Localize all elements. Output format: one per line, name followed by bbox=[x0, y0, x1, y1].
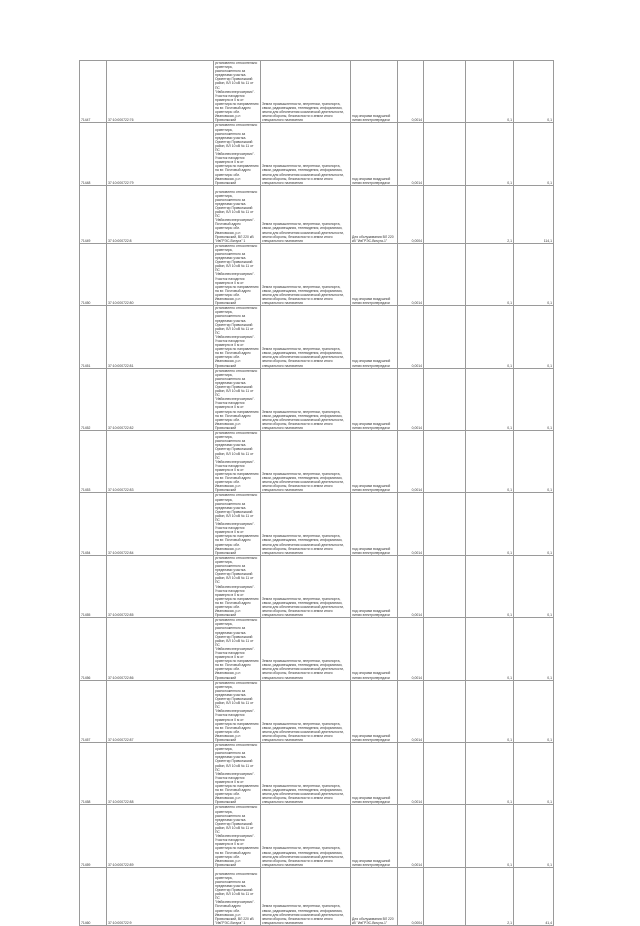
plot-area: 0,0014 bbox=[398, 555, 424, 617]
cadastral-number: 37:10:000722:83 bbox=[107, 431, 214, 493]
plot-area: 0,0014 bbox=[398, 123, 424, 185]
tax-rate: 0,1 bbox=[466, 743, 514, 805]
cadastral-number: 37:10:000722:84 bbox=[107, 493, 214, 555]
empty-cell bbox=[424, 867, 466, 925]
plot-area: 0,0014 bbox=[398, 431, 424, 493]
tax-rate: 0,1 bbox=[466, 61, 514, 123]
empty-cell bbox=[424, 431, 466, 493]
tax-rate: 0,1 bbox=[466, 618, 514, 680]
plot-area: 0,0014 bbox=[398, 680, 424, 742]
row-number: 71459 bbox=[80, 805, 107, 867]
land-category: Земли промышленности, энергетики, транспорта, связи, радиовещания, телевидения, информатики, земли для обеспечения космической деятельности, земли обороны, безопасности и земли иного специального назначения bbox=[261, 243, 351, 305]
permitted-use: под опорами воздушной линии электропередачи bbox=[351, 431, 398, 493]
tax-rate: 0,1 bbox=[466, 306, 514, 368]
row-number: 71452 bbox=[80, 368, 107, 430]
land-category: Земли промышленности, энергетики, транспорта, связи, радиовещания, телевидения, информатики, земли для обеспечения космической деятельности, земли обороны, безопасности и земли иного специального назначения bbox=[261, 867, 351, 925]
row-number: 71451 bbox=[80, 306, 107, 368]
cadastral-number: 37:10:000722:9 bbox=[107, 867, 214, 925]
location-description: установлено относительно ориентира, расположенного за пределами участка. Ориентир Приволжский район, ВЛ 10 кВ № 11 от ПС "Ивбизнесэнергосервис". Участок находится примерно в 0 м от ориентира по направлению на юг. Почтовый адрес ориентира: обл. Ивановская, р-н Приволжский bbox=[215, 805, 259, 867]
land-category: Земли промышленности, энергетики, транспорта, связи, радиовещания, телевидения, информатики, земли для обеспечения космической деятельности, земли обороны, безопасности и земли иного специального назначения bbox=[261, 61, 351, 123]
permitted-use: под опорами воздушной линии электропередачи bbox=[351, 368, 398, 430]
table-row bbox=[80, 867, 554, 925]
row-number: 71455 bbox=[80, 555, 107, 617]
land-category: Земли промышленности, энергетики, транспорта, связи, радиовещания, телевидения, информатики, земли для обеспечения космической деятельности, земли обороны, безопасности и земли иного специального назначения bbox=[261, 306, 351, 368]
cadastral-number: 37:10:000722:82 bbox=[107, 368, 214, 430]
table-row bbox=[80, 431, 554, 493]
tax-rate: 0,1 bbox=[466, 431, 514, 493]
cadastral-number: 37:10:000722:80 bbox=[107, 243, 214, 305]
land-category: Земли промышленности, энергетики, транспорта, связи, радиовещания, телевидения, информатики, земли для обеспечения космической деятельности, земли обороны, безопасности и земли иного специального назначения bbox=[261, 680, 351, 742]
empty-cell bbox=[424, 618, 466, 680]
tax-amount: 0,1 bbox=[514, 306, 554, 368]
row-number: 71457 bbox=[80, 680, 107, 742]
location-description: установлено относительно ориентира, расположенного за пределами участка. Ориентир Приволжский район, ВЛ 10 кВ № 11 от ПС "Ивбизнесэнергосервис". Почтовый адрес ориентира: обл. Ивановская, р-н Приволжский, ВЛ 220 кВ "ИвГРЭС-Вичуга" 1 bbox=[214, 185, 261, 243]
permitted-use: под опорами воздушной линии электропередачи bbox=[351, 123, 398, 185]
tax-amount: 0,1 bbox=[514, 680, 554, 742]
permitted-use: под опорами воздушной линии электропередачи bbox=[351, 493, 398, 555]
table-row bbox=[80, 61, 554, 123]
tax-amount: 0,1 bbox=[514, 493, 554, 555]
table-row bbox=[80, 185, 554, 243]
permitted-use: под опорами воздушной линии электропередачи bbox=[351, 680, 398, 742]
land-category: Земли промышленности, энергетики, транспорта, связи, радиовещания, телевидения, информатики, земли для обеспечения космической деятельности, земли обороны, безопасности и земли иного специального назначения bbox=[261, 431, 351, 493]
location-description: установлено относительно ориентира, расположенного за пределами участка. Ориентир Приволжский район, ВЛ 10 кВ № 11 от ПС "Ивбизнесэнергосервис". Участок находится примерно в 0 м от ориентира по направлению на юг. Почтовый адрес ориентира: обл. Ивановская, р-н Приволжский bbox=[215, 618, 259, 680]
tax-rate: 0,1 bbox=[466, 368, 514, 430]
row-number: 71450 bbox=[80, 243, 107, 305]
tax-rate: 0,1 bbox=[466, 555, 514, 617]
location-description: установлено относительно ориентира, расположенного за пределами участка. Ориентир Приволжский район, ВЛ 10 кВ № 11 от ПС "Ивбизнесэнергосервис". Участок находится примерно в 0 м от ориентира по направлению на юг. Почтовый адрес ориентира: обл. Ивановская, р-н Приволжский bbox=[215, 493, 259, 555]
table-row bbox=[80, 743, 554, 805]
cadastral-number: 37:10:000722:88 bbox=[107, 743, 214, 805]
tax-amount: 0,1 bbox=[514, 431, 554, 493]
tax-amount: 41,4 bbox=[514, 867, 554, 925]
cadastral-number: 37:10:000722:87 bbox=[107, 680, 214, 742]
location-description: установлено относительно ориентира, расположенного за пределами участка. Ориентир Приволжский район, ВЛ 10 кВ № 11 от ПС "Ивбизнесэнергосервис". Участок находится примерно в 0 м от ориентира по направлению на юг. Почтовый адрес ориентира: обл. Ивановская, р-н Приволжский bbox=[215, 555, 259, 618]
location-description: установлено относительно ориентира, расположенного за пределами участка. Ориентир Приволжский район, ВЛ 10 кВ № 11 от ПС "Ивбизнесэнергосервис". Участок находится примерно в 0 м от ориентира по направлению на юг. Почтовый адрес ориентира: обл. Ивановская, р-н Приволжский bbox=[215, 680, 259, 742]
cadastral-number: 37:10:000722:8 bbox=[107, 185, 214, 243]
tax-amount: 0,1 bbox=[514, 555, 554, 617]
tax-rate: 0,1 bbox=[466, 243, 514, 305]
empty-cell bbox=[424, 743, 466, 805]
row-number: 71453 bbox=[80, 431, 107, 493]
location-description: установлено относительно ориентира, расположенного за пределами участка. Ориентир Приволжский район, ВЛ 10 кВ № 11 от ПС "Ивбизнесэнергосервис". Участок находится примерно в 0 м от ориентира по направлению на юг. Почтовый адрес ориентира: обл. Ивановская, р-н Приволжский bbox=[215, 431, 259, 493]
row-number: 71449 bbox=[80, 185, 107, 243]
plot-area: 0,0014 bbox=[398, 805, 424, 867]
land-plot-register-table bbox=[79, 60, 554, 926]
tax-rate: 0,1 bbox=[466, 493, 514, 555]
tax-amount: 0,1 bbox=[514, 243, 554, 305]
tax-rate: 2,1 bbox=[466, 185, 514, 243]
plot-area: 0,0004 bbox=[398, 185, 424, 243]
permitted-use: под опорами воздушной линии электропередачи bbox=[351, 306, 398, 368]
cadastral-number: 37:10:000722:76 bbox=[107, 61, 214, 123]
row-number: 71458 bbox=[80, 743, 107, 805]
row-number: 71456 bbox=[80, 618, 107, 680]
permitted-use: Для обслуживания ВЛ 220 кВ "ИвГРЭС-Вичуга-1" bbox=[351, 185, 398, 243]
tax-amount: 0,1 bbox=[514, 743, 554, 805]
tax-rate: 2,1 bbox=[466, 867, 514, 925]
tax-rate: 0,1 bbox=[466, 123, 514, 185]
plot-area: 0,0014 bbox=[398, 743, 424, 805]
permitted-use: под опорами воздушной линии электропередачи bbox=[351, 743, 398, 805]
table-row bbox=[80, 618, 554, 680]
land-category: Земли промышленности, энергетики, транспорта, связи, радиовещания, телевидения, информатики, земли для обеспечения космической деятельности, земли обороны, безопасности и земли иного специального назначения bbox=[261, 805, 351, 867]
plot-area: 0,0014 bbox=[398, 493, 424, 555]
table-row bbox=[80, 555, 554, 617]
location-description: установлено относительно ориентира, расположенного за пределами участка. Ориентир Приволжский район, ВЛ 10 кВ № 11 от ПС "Ивбизнесэнергосервис". Участок находится примерно в 0 м от ориентира по направлению на юг. Почтовый адрес ориентира: обл. Ивановская, р-н Приволжский bbox=[215, 243, 259, 306]
tax-amount: 114,1 bbox=[514, 185, 554, 243]
tax-amount: 0,1 bbox=[514, 368, 554, 430]
table-row bbox=[80, 306, 554, 368]
permitted-use: под опорами воздушной линии электропередачи bbox=[351, 243, 398, 305]
location-description: установлено относительно ориентира, расположенного за пределами участка. Ориентир Приволжский район, ВЛ 10 кВ № 11 от ПС "Ивбизнесэнергосервис". Почтовый адрес ориентира: обл. Ивановская, р-н Приволжский, ВЛ 220 кВ "ИвГРЭС-Вичуга" 1 bbox=[214, 867, 261, 925]
table-row bbox=[80, 805, 554, 867]
row-number: 71454 bbox=[80, 493, 107, 555]
location-description: установлено относительно ориентира, расположенного за пределами участка. Ориентир Приволжский район, ВЛ 10 кВ № 11 от ПС "Ивбизнесэнергосервис". Участок находится примерно в 0 м от ориентира по направлению на юг. Почтовый адрес ориентира: обл. Ивановская, р-н Приволжский bbox=[215, 123, 259, 185]
land-category: Земли промышленности, энергетики, транспорта, связи, радиовещания, телевидения, информатики, земли для обеспечения космической деятельности, земли обороны, безопасности и земли иного специального назначения bbox=[261, 493, 351, 555]
tax-rate: 0,1 bbox=[466, 805, 514, 867]
location-description: установлено относительно ориентира, расположенного за пределами участка. Ориентир Приволжский район, ВЛ 10 кВ № 11 от ПС "Ивбизнесэнергосервис". Участок находится примерно в 0 м от ориентира по направлению на юг. Почтовый адрес ориентира: обл. Ивановская, р-н Приволжский bbox=[215, 368, 259, 430]
table-body bbox=[80, 61, 554, 926]
permitted-use: под опорами воздушной линии электропередачи bbox=[351, 618, 398, 680]
location-description: установлено относительно ориентира, расположенного за пределами участка. Ориентир Приволжский район, ВЛ 10 кВ № 11 от ПС "Ивбизнесэнергосервис". Участок находится примерно в 0 м от ориентира по направлению на юг. Почтовый адрес ориентира: обл. Ивановская, р-н Приволжский bbox=[215, 61, 259, 123]
plot-area: 0,0014 bbox=[398, 306, 424, 368]
plot-area: 0,0014 bbox=[398, 243, 424, 305]
register-sheet bbox=[79, 60, 553, 926]
tax-amount: 0,1 bbox=[514, 61, 554, 123]
land-category: Земли промышленности, энергетики, транспорта, связи, радиовещания, телевидения, информатики, земли для обеспечения космической деятельности, земли обороны, безопасности и земли иного специального назначения bbox=[261, 618, 351, 680]
cadastral-number: 37:10:000722:85 bbox=[107, 555, 214, 617]
table-row bbox=[80, 123, 554, 185]
tax-rate: 0,1 bbox=[466, 680, 514, 742]
permitted-use: Для обслуживания ВЛ 220 кВ "ИвГРЭС-Вичуга-1" bbox=[351, 867, 398, 925]
table-row bbox=[80, 493, 554, 555]
empty-cell bbox=[424, 680, 466, 742]
permitted-use: под опорами воздушной линии электропередачи bbox=[351, 61, 398, 123]
empty-cell bbox=[424, 368, 466, 430]
plot-area: 0,0014 bbox=[398, 61, 424, 123]
plot-area: 0,0014 bbox=[398, 368, 424, 430]
location-description: установлено относительно ориентира, расположенного за пределами участка. Ориентир Приволжский район, ВЛ 10 кВ № 11 от ПС "Ивбизнесэнергосервис". Участок находится примерно в 0 м от ориентира по направлению на юг. Почтовый адрес ориентира: обл. Ивановская, р-н Приволжский bbox=[215, 743, 259, 805]
permitted-use: под опорами воздушной линии электропередачи bbox=[351, 805, 398, 867]
tax-amount: 0,1 bbox=[514, 805, 554, 867]
table-row bbox=[80, 368, 554, 430]
land-category: Земли промышленности, энергетики, транспорта, связи, радиовещания, телевидения, информатики, земли для обеспечения космической деятельности, земли обороны, безопасности и земли иного специального назначения bbox=[261, 368, 351, 430]
cadastral-number: 37:10:000722:79 bbox=[107, 123, 214, 185]
empty-cell bbox=[424, 61, 466, 123]
row-number: 71447 bbox=[80, 61, 107, 123]
plot-area: 0,0004 bbox=[398, 867, 424, 925]
land-category: Земли промышленности, энергетики, транспорта, связи, радиовещания, телевидения, информатики, земли для обеспечения космической деятельности, земли обороны, безопасности и земли иного специального назначения bbox=[261, 555, 351, 617]
land-category: Земли промышленности, энергетики, транспорта, связи, радиовещания, телевидения, информатики, земли для обеспечения космической деятельности, земли обороны, безопасности и земли иного специального назначения bbox=[261, 185, 351, 243]
land-category: Земли промышленности, энергетики, транспорта, связи, радиовещания, телевидения, информатики, земли для обеспечения космической деятельности, земли обороны, безопасности и земли иного специального назначения bbox=[261, 123, 351, 185]
cadastral-number: 37:10:000722:86 bbox=[107, 618, 214, 680]
cadastral-number: 37:10:000722:89 bbox=[107, 805, 214, 867]
empty-cell bbox=[424, 306, 466, 368]
empty-cell bbox=[424, 123, 466, 185]
row-number: 71460 bbox=[80, 867, 107, 925]
tax-amount: 0,1 bbox=[514, 618, 554, 680]
empty-cell bbox=[424, 493, 466, 555]
table-row bbox=[80, 243, 554, 305]
plot-area: 0,0014 bbox=[398, 618, 424, 680]
empty-cell bbox=[424, 555, 466, 617]
empty-cell bbox=[424, 185, 466, 243]
empty-cell bbox=[424, 243, 466, 305]
location-description: установлено относительно ориентира, расположенного за пределами участка. Ориентир Приволжский район, ВЛ 10 кВ № 11 от ПС "Ивбизнесэнергосервис". Участок находится примерно в 0 м от ориентира по направлению на юг. Почтовый адрес ориентира: обл. Ивановская, р-н Приволжский bbox=[215, 306, 259, 368]
cadastral-number: 37:10:000722:81 bbox=[107, 306, 214, 368]
row-number: 71448 bbox=[80, 123, 107, 185]
tax-amount: 0,1 bbox=[514, 123, 554, 185]
land-category: Земли промышленности, энергетики, транспорта, связи, радиовещания, телевидения, информатики, земли для обеспечения космической деятельности, земли обороны, безопасности и земли иного специального назначения bbox=[261, 743, 351, 805]
empty-cell bbox=[424, 805, 466, 867]
permitted-use: под опорами воздушной линии электропередачи bbox=[351, 555, 398, 617]
table-row bbox=[80, 680, 554, 742]
